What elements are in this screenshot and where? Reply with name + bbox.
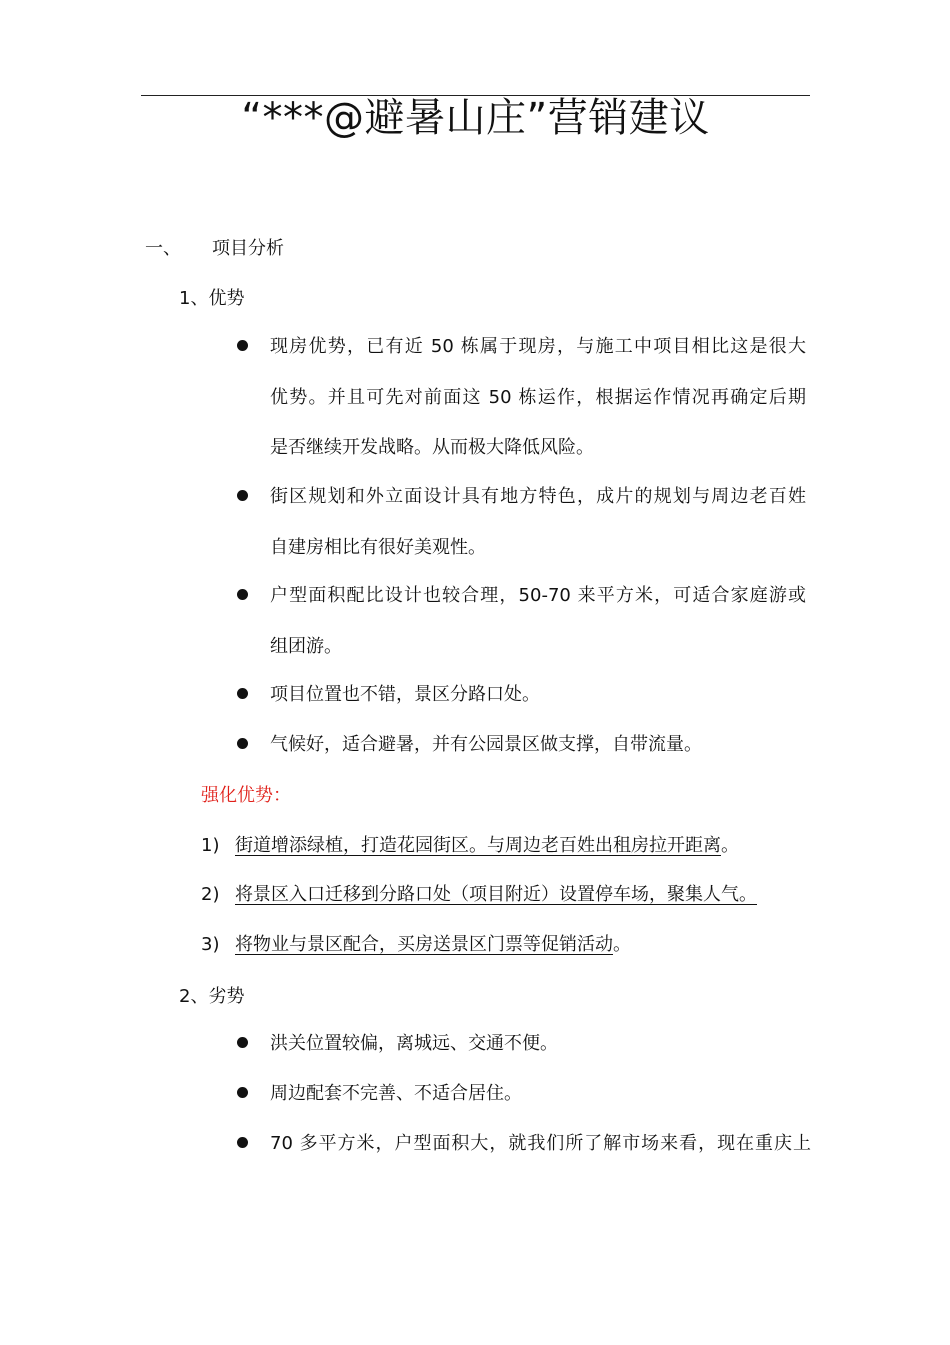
- bullet-text-line: 气候好，适合避暑，并有公园景区做支撑，自带流量。: [270, 734, 702, 755]
- subsection-heading-advantages: 1、优势: [179, 288, 245, 309]
- bullet-dot: [237, 1037, 248, 1048]
- bullet-dot: [237, 589, 248, 600]
- bullet-text-line: 户型面积配比设计也较合理，50-70 来平方米，可适合家庭游或: [270, 585, 806, 606]
- numbered-item-punctuation: 。: [721, 835, 739, 856]
- numbered-item: [235, 933, 631, 957]
- numbered-item-text: 将物业与景区配合，买房送景区门票等促销活动: [235, 934, 613, 955]
- numbered-item: [235, 883, 757, 907]
- document-title: “***@避暑山庄”营销建议: [241, 95, 710, 141]
- bullet-text-line: 优势。并且可先对前面这 50 栋运作，根据运作情况再确定后期: [270, 387, 806, 408]
- bullet-dot: [237, 340, 248, 351]
- bullet-text-line: 自建房相比有很好美观性。: [270, 537, 486, 558]
- numbered-item-text: 街道增添绿植，打造花园街区。与周边老百姓出租房拉开距离: [235, 835, 721, 856]
- bullet-text-line: 组团游。: [270, 636, 342, 657]
- numbered-item-punctuation: 。: [613, 934, 631, 955]
- numbered-item-number: 1): [201, 835, 220, 856]
- bullet-text-line: 现房优势，已有近 50 栋属于现房，与施工中项目相比这是很大: [270, 336, 806, 357]
- strengthen-advantages-label: 强化优势：: [201, 785, 291, 806]
- bullet-text-line: 街区规划和外立面设计具有地方特色，成片的规划与周边老百姓: [270, 486, 806, 507]
- bullet-text-line: 70 多平方米，户型面积大，就我们所了解市场来看，现在重庆上: [270, 1133, 811, 1154]
- bullet-dot: [237, 1137, 248, 1148]
- section-number: 一、: [145, 238, 181, 259]
- bullet-text-line: 项目位置也不错，景区分路口处。: [270, 684, 540, 705]
- bullet-dot: [237, 1087, 248, 1098]
- numbered-item: [235, 834, 739, 858]
- bullet-text-line: 周边配套不完善、不适合居住。: [270, 1083, 522, 1104]
- bullet-dot: [237, 688, 248, 699]
- section-title: 项目分析: [212, 238, 284, 259]
- bullet-dot: [237, 490, 248, 501]
- bullet-text-line: 是否继续开发战略。从而极大降低风险。: [270, 437, 594, 458]
- bullet-dot: [237, 738, 248, 749]
- subsection-heading-disadvantages: 2、劣势: [179, 986, 245, 1007]
- numbered-item-number: 2): [201, 884, 220, 905]
- bullet-text-line: 洪关位置较偏，离城远、交通不便。: [270, 1033, 558, 1054]
- numbered-item-number: 3): [201, 934, 220, 955]
- numbered-item-text: 将景区入口迁移到分路口处（项目附近）设置停车场，聚集人气。: [235, 884, 757, 905]
